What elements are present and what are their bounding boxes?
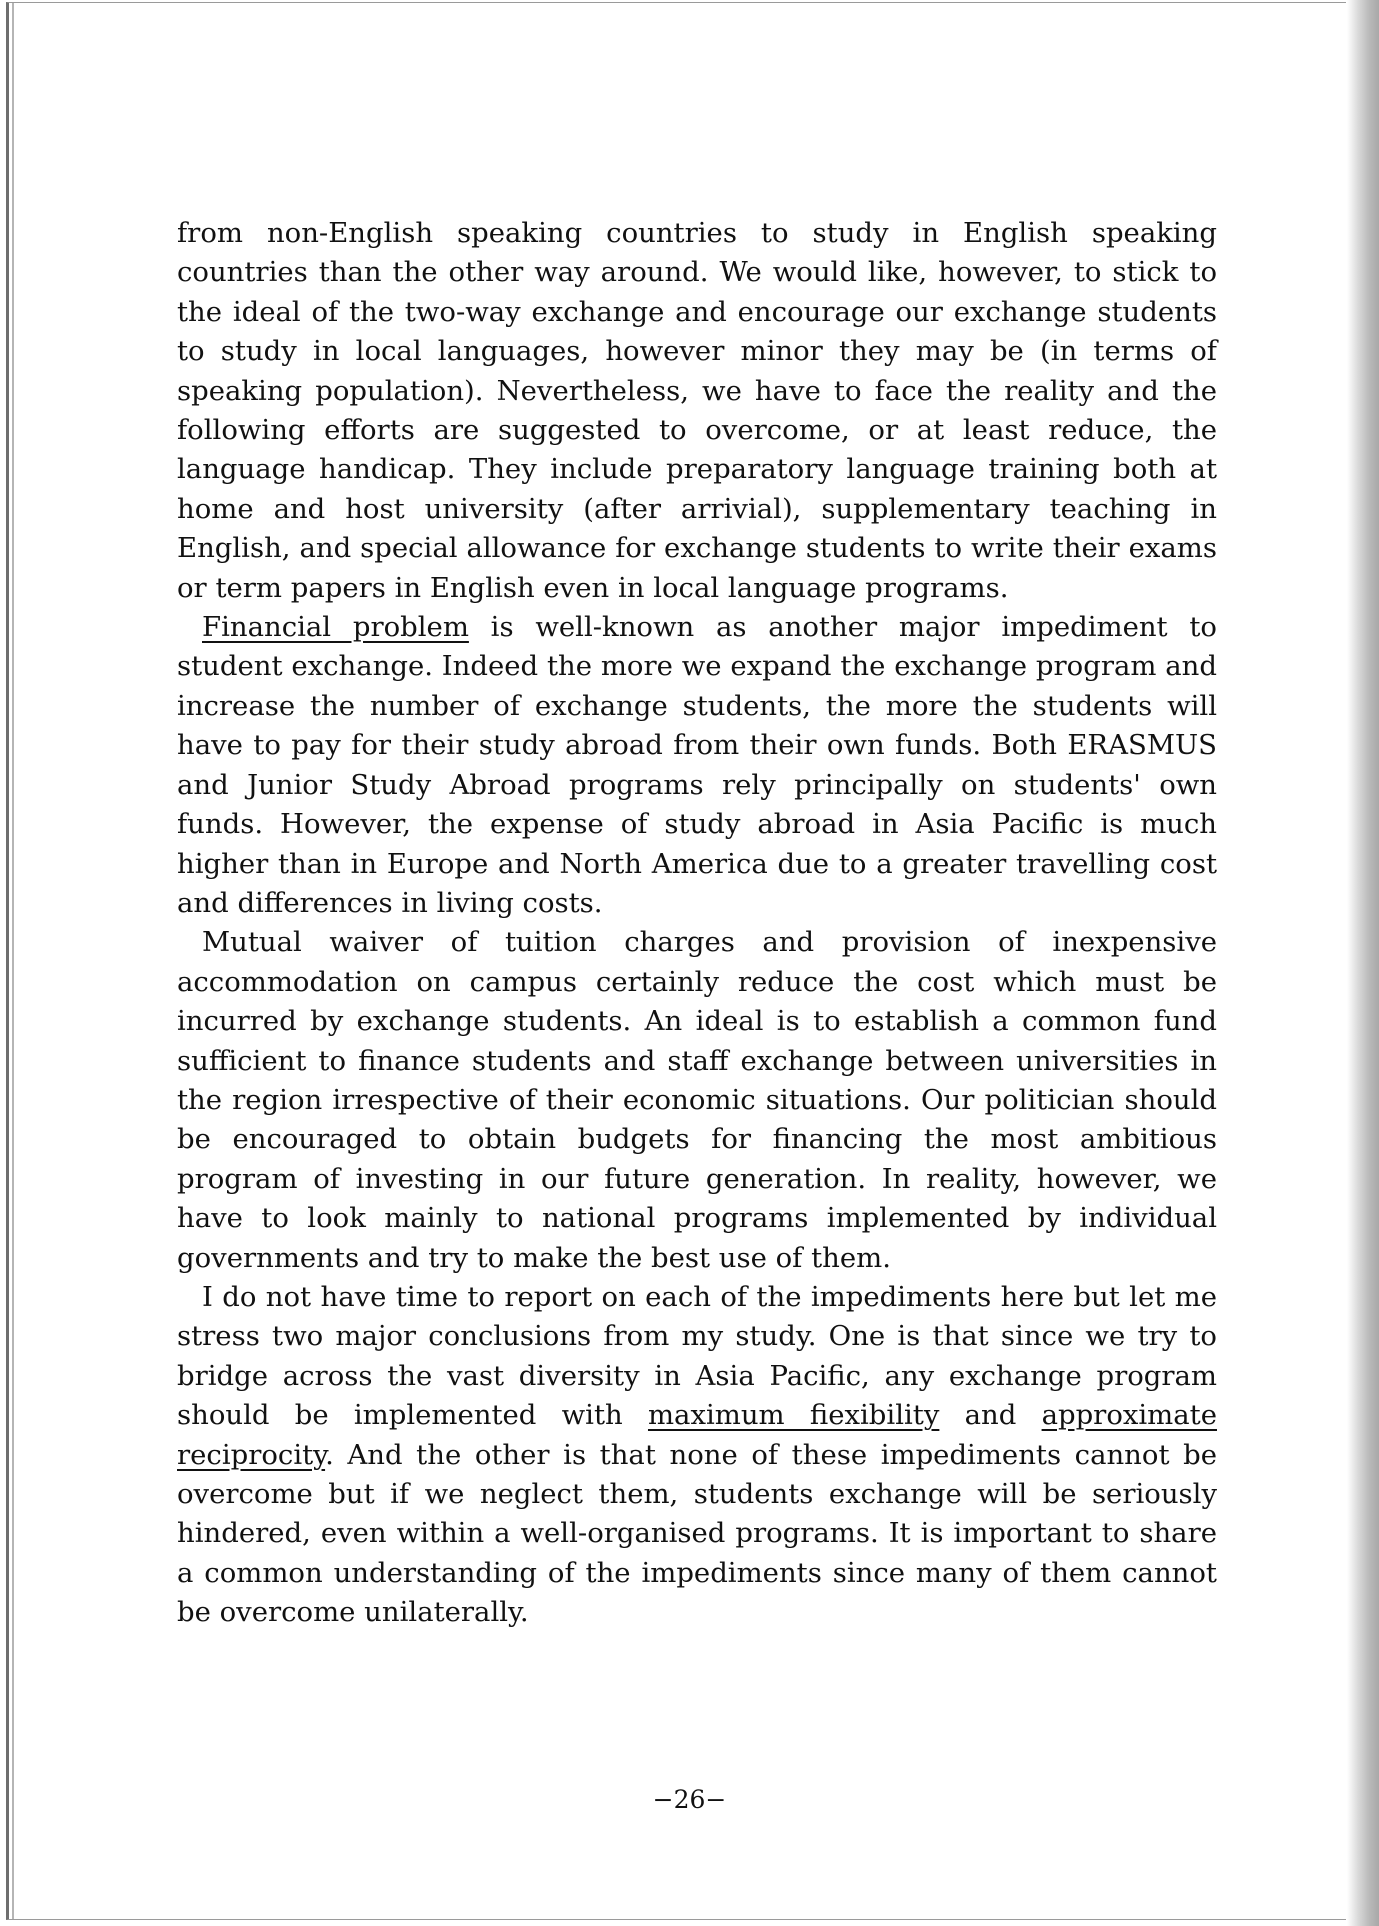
paragraph-language-handicap	[177, 214, 1217, 608]
underlined-term-maximum-flexibility: maximum fiexibility	[647, 1399, 940, 1432]
paragraph-text: Mutual waiver of tuition charges and provision of inexpensive accommodation on campus certainly reduce the cost which must be incurred by exchange students. An ideal is to establish a common fund sufficient to finance students and staff exchange between universities in the region irrespective of their economic situations. Our politician should be encouraged to obtain budgets for financing the most ambitious program of investing in our future generation. In reality, however, we have to look mainly to national programs implemented by individual governments and try to make the best use of them.	[177, 926, 1217, 1274]
paragraph-text: I do not have time to report on each of the impediments here but let me stress two major conclusions from my study. One is that since we try to bridge across the vast diversity in Asia Pacific, any exchange program should be implemented with	[177, 1280, 1217, 1432]
page-edge-shadow	[1347, 0, 1379, 1926]
paragraph-conclusions	[177, 1278, 1217, 1633]
body-text	[177, 214, 1217, 1633]
paragraph-text: . And the other is that none of these impediments cannot be overcome but if we neglect them, students exchange will be seriously hindered, even within a well-organised programs. It is important to share a common understanding of the impediments since many of them cannot be overcome unilaterally.	[177, 1438, 1217, 1629]
paragraph-text: and	[939, 1399, 1042, 1432]
paragraph-text: is well-known as another major impediment to student exchange. Indeed the more we expand the exchange program and increase the number of exchange students, the more the students will have to pay for their study abroad from their own funds. Both ERASMUS and Junior Study Abroad programs rely principally on students' own funds. However, the expense of study abroad in Asia Pacific is much higher than in Europe and North America due to a greater travelling cost and differences in living costs.	[177, 611, 1217, 919]
underlined-term-approximate-reciprocity: approximate reciprocity	[177, 1399, 1217, 1471]
paragraph-financial-problem	[177, 608, 1217, 923]
paragraph-text: from non-English speaking countries to study in English speaking countries than the other way around. We would like, however, to stick to the ideal of the two-way exchange and encourage our exchange students to study in local languages, however minor they may be (in terms of speaking population). Nevertheless, we have to face the reality and the following efforts are suggested to overcome, or at least reduce, the language handicap. They include preparatory language training both at home and host university (after arrivial), supplementary teaching in English, and special allowance for exchange students to write their exams or term papers in English even in local language programs.	[177, 217, 1217, 604]
underlined-term-financial-problem: Financial problem	[202, 611, 469, 644]
page-number: −26−	[652, 1785, 727, 1814]
paragraph-mutual-waiver	[177, 923, 1217, 1278]
